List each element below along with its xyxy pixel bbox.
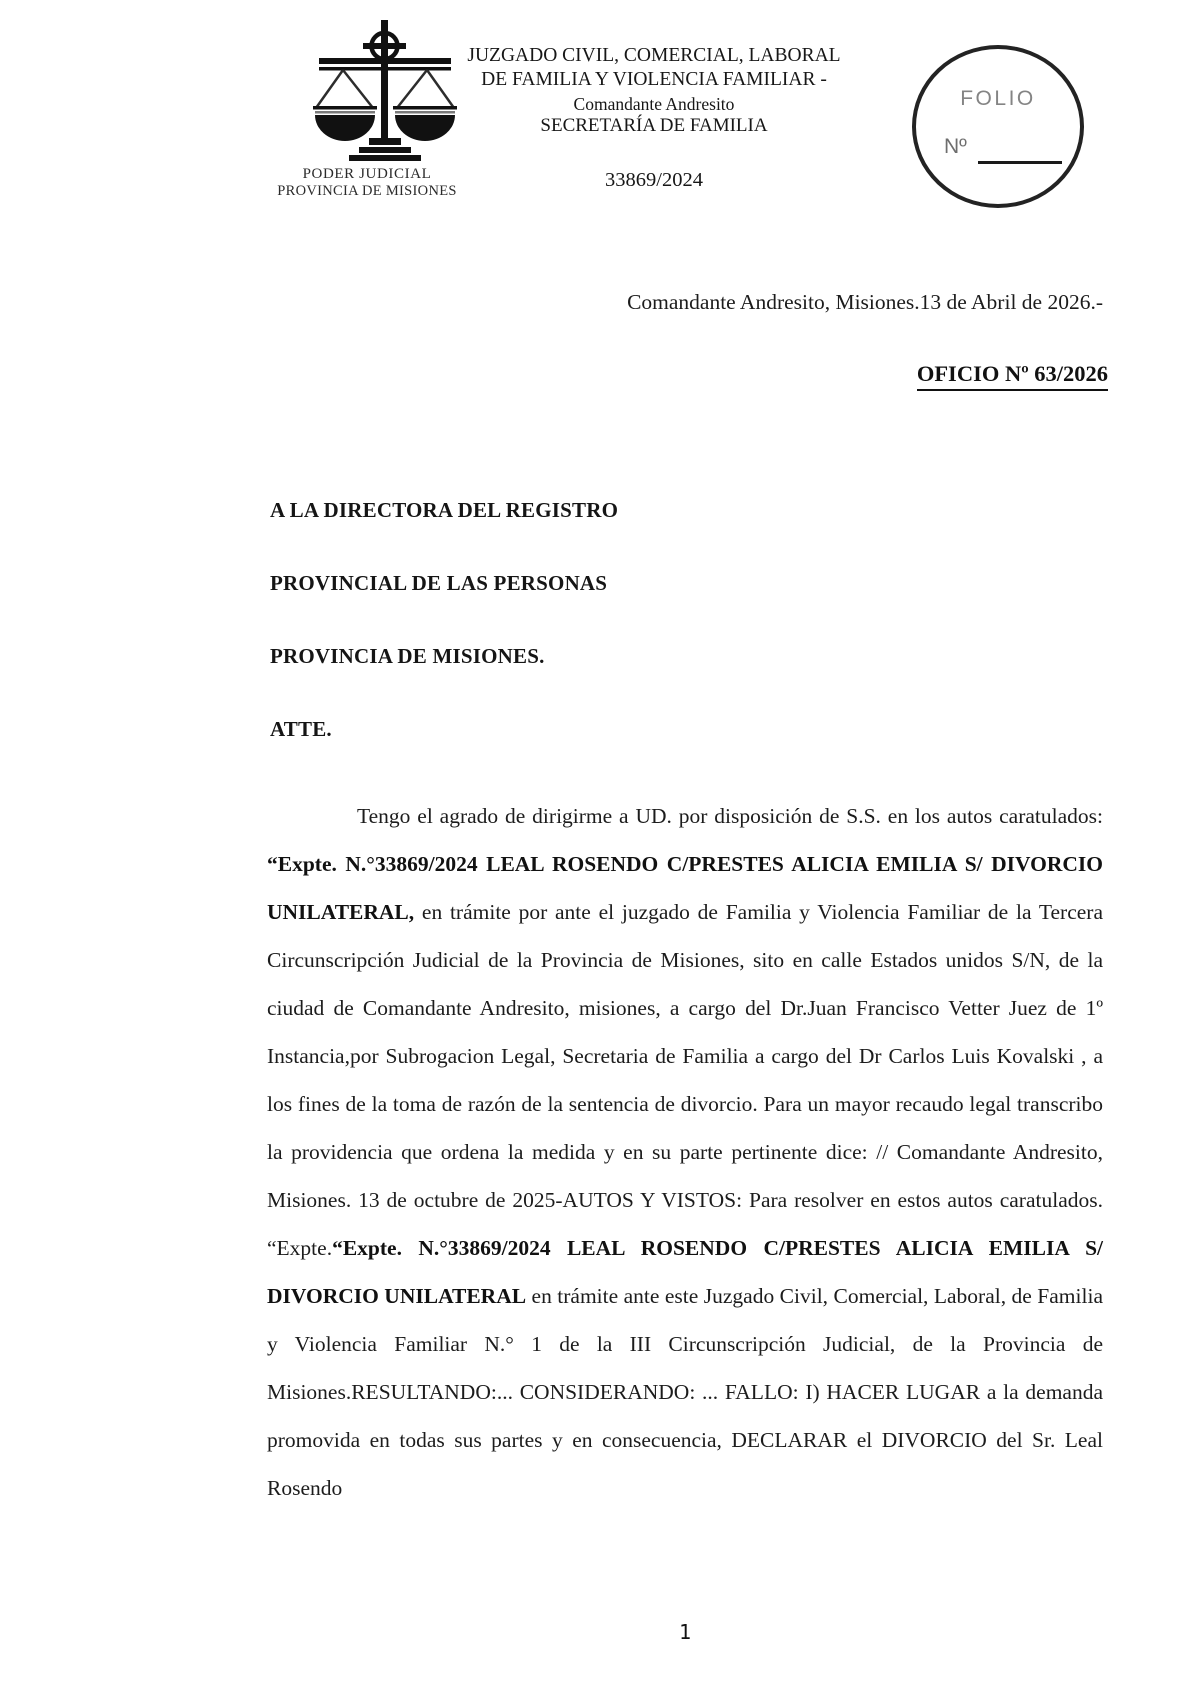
court-name-line: DE FAMILIA Y VIOLENCIA FAMILIAR -	[481, 69, 827, 90]
body-run-bold: “Expte. N.°33869/2024 LEAL ROSENDO C/PRESTES ALICIA EMILIA S/ DIVORCIO UNILATERAL,	[267, 852, 1103, 924]
addressee-line: PROVINCIAL DE LAS PERSONAS	[270, 571, 608, 595]
folio-stamp-title: FOLIO	[960, 87, 1036, 110]
folio-number-blank-line	[978, 161, 1062, 164]
folio-number-label: Nº	[944, 135, 967, 158]
body-run: Tengo el agrado de dirigirme a UD. por disposición de S.S. en los autos caratulados:	[357, 804, 1103, 828]
court-name-line: SECRETARÍA DE FAMILIA	[540, 115, 768, 136]
addressee-line: ATTE.	[270, 717, 332, 741]
logo-caption-line: PROVINCIA DE MISIONES	[277, 183, 457, 199]
oficio-heading	[267, 361, 1108, 387]
oficio-heading-text: OFICIO Nº 63/2026	[917, 361, 1108, 391]
body-run-bold: “Expte. N.°33869/2024 LEAL ROSENDO C/PRESTES ALICIA EMILIA S/ DIVORCIO UNILATERAL	[267, 1236, 1103, 1308]
addressee-line: PROVINCIA DE MISIONES.	[270, 644, 545, 668]
court-name-line: Comandante Andresito	[573, 94, 735, 114]
body-run: en trámite ante este Juzgado Civil, Comercial, Laboral, de Familia y Violencia Familiar N.° 1 de la III Circunscripción Judicial, de la Provincia de Misiones.RESULTANDO:... CONSIDERANDO: ... FALLO: I) HACER LUGAR a la demanda promovida en todas sus partes y en consecuencia, DECLARAR el DIVORCIO del Sr. Leal Rosendo	[267, 1284, 1103, 1500]
folio-stamp	[912, 45, 1084, 208]
scales-of-justice-icon	[312, 20, 458, 168]
page-number: 1	[678, 1620, 692, 1644]
letter-body	[267, 792, 1103, 1512]
letter-date-line: Comandante Andresito, Misiones.13 de Abril de 2026.-	[627, 290, 1103, 314]
case-number: 33869/2024	[605, 169, 703, 191]
court-name-line: JUZGADO CIVIL, COMERCIAL, LABORAL	[467, 45, 841, 66]
addressee-line: A LA DIRECTORA DEL REGISTRO	[270, 498, 619, 522]
logo-caption-line: PODER JUDICIAL	[302, 166, 432, 182]
body-run: en trámite por ante el juzgado de Familia y Violencia Familiar de la Tercera Circunscripción Judicial de la Provincia de Misiones, sito en calle Estados unidos S/N, de la ciudad de Comandante Andresito, misiones, a cargo del Dr.Juan Francisco Vetter Juez de 1º Instancia,por Subrogacion Legal, Secretaria de Familia a cargo del Dr Carlos Luis Kovalski , a los fines de la toma de razón de la sentencia de divorcio. Para un mayor recaudo legal transcribo la providencia que ordena la medida y en su parte pertinente dice: // Comandante Andresito, Misiones. 13 de octubre de 2025-AUTOS Y VISTOS: Para resolver en estos autos caratulados. “Expte.	[267, 900, 1103, 1260]
